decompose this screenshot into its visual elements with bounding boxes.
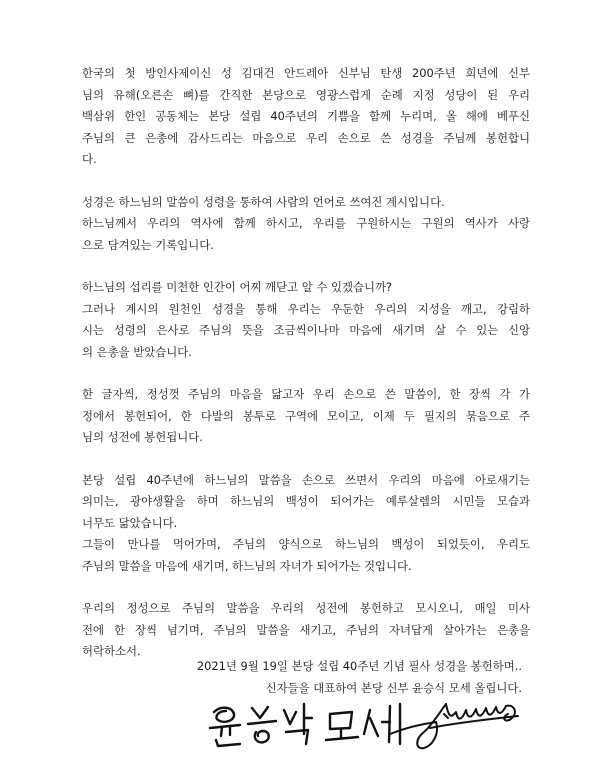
text-line: 그들이 만나를 먹어가며, 주님의 양식으로 하느님의 백성이 되었듯이, 우리도 [82, 537, 530, 551]
text-line: 주님의 큰 은총에 감사드리는 마음으로 우리 손으로 쓴 성경을 주님께 봉헌합니 [82, 130, 530, 145]
paragraph-2 [82, 192, 530, 257]
paragraph-6 [82, 598, 530, 663]
text-line: 허락하소서. [82, 644, 141, 658]
closing-signoff-line: 신자들을 대표하여 본당 신부 윤승식 모세 올립니다. [265, 680, 522, 695]
text-line: 다. [82, 152, 97, 166]
paragraph-3 [82, 277, 530, 363]
text-line: 주님의 말씀을 마음에 새기며, 하느님의 자녀가 되어가는 것입니다. [82, 558, 412, 573]
text-line: 본당 설립 40주년에 하느님의 말씀을 손으로 쓰면서 우리의 마음에 아로새기는 [82, 472, 530, 487]
text-line: 님의 성전에 봉헌됩니다. [82, 430, 203, 444]
text-line: 너무도 닮았습니다. [82, 515, 178, 530]
letter-closing [197, 656, 522, 699]
text-line: 의 은총을 받았습니다. [82, 344, 192, 359]
paragraph-1 [82, 63, 530, 171]
text-line: 우리의 정성으로 주님의 말씀을 우리의 성전에 봉헌하고 모시오니, 매일 미사 [82, 601, 530, 615]
handwritten-name-signature [210, 704, 400, 746]
paragraph-4 [82, 384, 530, 449]
text-line: 전에 한 장씩 넘기며, 주님의 말씀을 새기고, 주님의 자녀답게 살아가는 은총을 [82, 622, 530, 637]
text-line: 으로 담겨있는 기록입니다. [82, 237, 214, 252]
text-line: 백삼위 한인 공동체는 본당 설립 40주년의 기쁨을 함께 누리며, 올 해에 베푸신 [82, 109, 530, 123]
text-line: 하느님께서 우리의 역사에 함께 하시고, 우리를 구원하시는 구원의 역사가 사랑 [82, 216, 530, 230]
text-line: 시는 성령의 은사로 주님의 뜻을 조금씩이나마 마음에 새기며 살 수 있는 신앙 [82, 323, 530, 337]
text-line: 의미는, 광야생활을 하며 하느님의 백성이 되어가는 예루살렘의 시민들 모습과 [82, 494, 530, 508]
cursive-signature [390, 704, 518, 748]
closing-date-line: 2021년 9월 19일 본당 설립 40주년 기념 필사 성경을 봉헌하며.. [196, 659, 522, 673]
text-line: 하느님의 섭리를 미천한 인간이 어찌 깨닫고 알 수 있겠습니까? [82, 280, 393, 294]
text-line: 한 글자씩, 정성껏 주님의 마음을 닮고자 우리 손으로 쓴 말씀이, 한 장씩 각 가 [82, 387, 530, 401]
text-line: 정에서 봉헌되어, 한 다발의 봉투로 구역에 모이고, 이제 두 필지의 묶음으로 주 [82, 408, 530, 423]
text-line: 한국의 첫 방인사제이신 성 김대건 안드레아 신부님 탄생 200주년 희년에 신부 [82, 66, 530, 80]
text-line: 그러나 계시의 원천인 성경을 통해 우리는 우둔한 우리의 지성을 깨고, 강림하 [82, 301, 530, 316]
text-line: 성경은 하느님의 말씀이 성령을 통하여 사람의 언어로 쓰여진 계시입니다. [82, 194, 445, 209]
letter-body [82, 63, 530, 684]
text-line: 님의 유해(오른손 뼈)를 간직한 본당으로 영광스럽게 순례 지정 성당이 된 우리 [82, 87, 530, 102]
signatures [200, 694, 540, 754]
paragraph-5 [82, 470, 530, 578]
signature-images [200, 694, 540, 754]
